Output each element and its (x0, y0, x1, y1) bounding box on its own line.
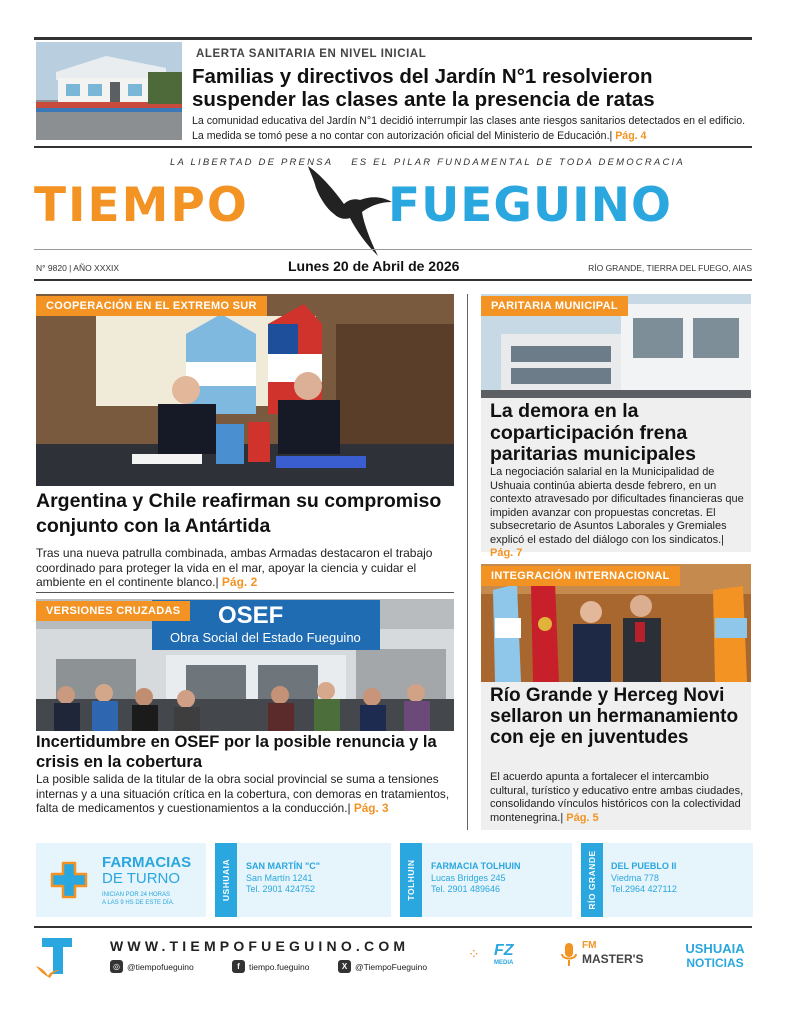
main-article-page-link[interactable]: Pág. 2 (221, 575, 258, 589)
instagram-link[interactable] (110, 960, 194, 973)
herceg-article-headline[interactable]: Río Grande y Herceg Novi sellaron un hermanamiento con eje en juventudes (490, 685, 739, 748)
alert-page-link[interactable]: Pág. 4 (615, 129, 647, 142)
osef-article-summary-text: La posible salida de la titular de la obra social provincial se suma a tensiones internas y a una situación crítica en la cobertura, con demoras en tratamientos, falta de medicamentos y cuestionamientos a la conducción.| (36, 772, 450, 815)
fz-media-subtitle: MEDIA (494, 960, 514, 966)
tagline (170, 157, 685, 168)
issue-number: N° 9820 | AÑO XXXIX (36, 263, 120, 273)
logo-word-tiempo[interactable]: TIEMPO (34, 178, 249, 233)
albatross-logo-icon (300, 160, 396, 260)
alert-headline[interactable]: Familias y directivos del Jardín N°1 resolvieron suspender las clases ante la presencia de ratas (192, 65, 655, 111)
pharmacy-address: Lucas Bridges 245 (431, 873, 506, 883)
alert-kicker: ALERTA SANITARIA EN NIVEL INICIAL (196, 48, 427, 60)
osef-article-page-link[interactable]: Pág. 3 (353, 801, 389, 815)
pharmacy-phone: Tel. 2901 489646 (431, 884, 501, 894)
footer-rule (34, 926, 752, 928)
pharmacy-city-ushuaia (215, 843, 237, 917)
masthead-rule-top (34, 249, 752, 250)
herceg-article-tag[interactable]: INTEGRACIÓN INTERNACIONAL (481, 566, 680, 586)
website-link[interactable]: WWW.TIEMPOFUEGUINO.COM (110, 938, 410, 954)
kindergarten-photo[interactable] (36, 42, 182, 140)
main-article-summary (36, 546, 456, 590)
ushuaia-noticias-logo[interactable] (676, 942, 754, 972)
osef-sign-subtitle: Obra Social del Estado Fueguino (170, 630, 361, 645)
issue-location: RÍO GRANDE, TIERRA DEL FUEGO, AIAS (588, 263, 752, 273)
herceg-article-summary-text: El acuerdo apunta a fortalecer el intercambio cultural, turístico y educativo entre ambas ciudades, consolidando vínculos históricos con la colectividad montenegrina.| (490, 771, 744, 824)
issue-date: Lunes 20 de Abril de 2026 (288, 258, 460, 274)
tagline-part-b: ES EL PILAR FUNDAMENTAL DE TODA DEMOCRACIA (351, 157, 685, 168)
main-article-headline[interactable]: Argentina y Chile reafirman su compromiso conjunto con la Antártida (36, 490, 442, 537)
fz-media-wordmark: FZ (494, 942, 514, 959)
ushuaia-noticias-line1: USHUAIA (685, 941, 745, 956)
column-divider (467, 294, 468, 830)
x-link[interactable] (338, 960, 427, 973)
pharmacy-city-label: TOLHUIN (406, 859, 416, 901)
x-handle: @TiempoFueguino (355, 961, 428, 972)
pharmacy-card-rio-grande[interactable] (603, 843, 753, 917)
paritaria-article-page-link[interactable]: Pág. 7 (490, 547, 523, 559)
pharmacies-note-b: A LAS 9 HS DE ESTE DÍA. (102, 900, 175, 906)
paritaria-article-summary-text: La negociación salarial en la Municipalidad de Ushuaia continúa abierta desde febrero, en un contexto atravesado por dificultades financieras que impiden avanzar con propuestas concretas. El subsecretario de Asuntos Laborales y Gremiales explicó el estado del diálogo con los sindicatos.| (490, 466, 744, 546)
pharmacy-card-ushuaia[interactable] (237, 843, 391, 917)
pharmacy-address: Viedma 778 (611, 873, 659, 883)
paritaria-article-tag[interactable]: PARITARIA MUNICIPAL (481, 296, 628, 316)
main-article-tag[interactable]: COOPERACIÓN EN EL EXTREMO SUR (36, 296, 267, 316)
pharmacy-name: FARMACIA TOLHUIN (431, 861, 521, 871)
fz-dots-icon: ⁘ (468, 946, 480, 962)
pharmacy-name: DEL PUEBLO II (611, 861, 677, 871)
pharmacies-title-a: FARMACIAS (102, 854, 192, 871)
instagram-icon: ◎ (110, 960, 123, 973)
instagram-handle: @tiempofueguino (127, 961, 194, 972)
fm-masters-wordmark: MASTER'S (582, 952, 644, 966)
logo-word-fueguino[interactable]: FUEGUINO (388, 178, 672, 233)
pharmacy-city-rio-grande (581, 843, 603, 917)
pharmacy-name: SAN MARTÍN "C" (246, 861, 321, 871)
facebook-icon: f (232, 960, 245, 973)
paritaria-article-headline[interactable]: La demora en la coparticipación frena paritarias municipales (490, 400, 696, 465)
herceg-article-summary (490, 771, 748, 825)
osef-sign-title: OSEF (218, 602, 284, 629)
x-icon: X (338, 960, 351, 973)
herceg-article-page-link[interactable]: Pág. 5 (566, 811, 599, 824)
naval-signing-photo[interactable] (36, 294, 454, 486)
fm-masters-logo[interactable] (560, 940, 650, 972)
masthead-rule-bottom (34, 279, 752, 281)
facebook-handle: tiempo.fueguino (249, 961, 310, 972)
main-article-divider (36, 592, 454, 593)
facebook-link[interactable] (232, 960, 310, 973)
pharmacy-city-tolhuin (400, 843, 422, 917)
main-article-summary-text: Tras una nueva patrulla combinada, ambas Armadas destacaron el trabajo coordinado para proteger la vida en el mar, apoyar la ciencia y cuidar el ambiente en el continente blanco.| (36, 546, 433, 589)
pharmacy-city-label: USHUAIA (221, 858, 231, 902)
pharmacies-note-a: INICIAN POR 24 HORAS (102, 892, 171, 898)
top-rule (34, 37, 752, 40)
fm-masters-prefix: FM (582, 940, 597, 951)
osef-article-tag[interactable]: VERSIONES CRUZADAS (36, 601, 190, 621)
tiempo-fueguino-logo-icon[interactable] (34, 936, 78, 980)
alert-summary-text: La comunidad educativa del Jardín N°1 decidió interrumpir las clases ante riesgos sanitarios detectados en el edificio. La medida se tomó pese a no contar con autorización oficial del Ministerio de Educación.| (192, 115, 746, 142)
pharmacy-address: San Martín 1241 (246, 873, 313, 883)
pharmacy-phone: Tel. 2901 424752 (246, 884, 316, 894)
paritaria-article-summary (490, 466, 748, 561)
pharmacies-header-box (36, 843, 206, 917)
pharmacy-city-label: RÍO GRANDE (587, 850, 597, 910)
osef-article-summary (36, 772, 456, 816)
pharmacy-cross-icon (50, 861, 88, 899)
pharmacies-title-b: DE TURNO (102, 870, 181, 887)
osef-article-headline[interactable]: Incertidumbre en OSEF por la posible renuncia y la crisis en la cobertura (36, 733, 437, 771)
pharmacy-phone: Tel.2964 427112 (611, 884, 677, 894)
ushuaia-noticias-line2: NOTICIAS (686, 956, 744, 970)
alert-bottom-rule (34, 146, 752, 148)
fz-media-logo[interactable] (468, 942, 524, 970)
alert-summary (192, 114, 754, 143)
tagline-part-a: LA LIBERTAD DE PRENSA (170, 157, 334, 168)
pharmacy-card-tolhuin[interactable] (422, 843, 572, 917)
microphone-icon (560, 942, 578, 968)
